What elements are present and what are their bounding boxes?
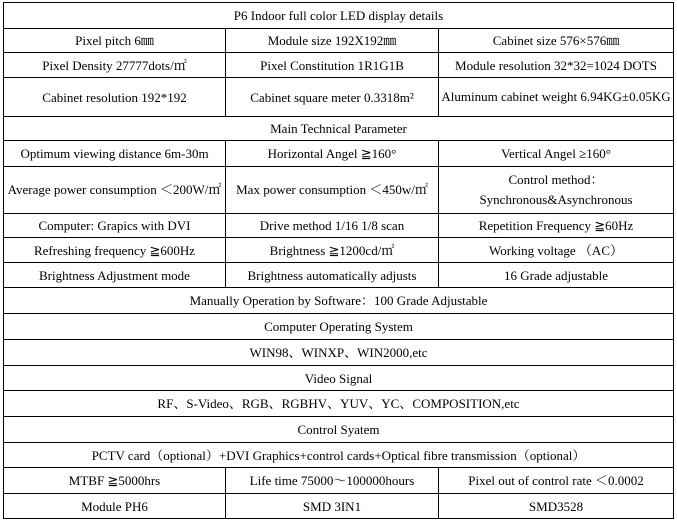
table-row <box>4 214 674 238</box>
pixel-out-of-control-cell: Pixel out of control rate ＜0.0002 <box>439 468 674 494</box>
cabinet-resolution-cell: Cabinet resolution 192*192 <box>4 78 226 117</box>
module-size-cell: Module size 192X192㎜ <box>226 29 439 53</box>
table-row <box>4 53 674 78</box>
life-time-cell: Life time 75000～100000hours <box>226 468 439 494</box>
brightness-mode-cell: Brightness Adjustment mode <box>4 263 226 288</box>
table-row <box>4 314 674 340</box>
average-power-cell: Average power consumption ＜200W/㎡ <box>4 167 226 214</box>
table-row <box>4 443 674 468</box>
manual-operation-cell: Manually Operation by Software：100 Grade Adjustable <box>4 288 674 314</box>
module-resolution-cell: Module resolution 32*32=1024 DOTS <box>439 53 674 78</box>
table-row <box>4 468 674 494</box>
pixel-constitution-cell: Pixel Constitution 1R1G1B <box>226 53 439 78</box>
section-heading: Computer Operating System <box>4 314 674 340</box>
brightness-cell: Brightness ≧1200cd/㎡ <box>226 238 439 263</box>
table-row <box>4 340 674 366</box>
table-row <box>4 141 674 167</box>
mtbf-cell: MTBF ≧5000hrs <box>4 468 226 494</box>
table-row <box>4 417 674 443</box>
table-title: P6 Indoor full color LED display details <box>4 3 674 29</box>
table-row <box>4 263 674 288</box>
brightness-auto-cell: Brightness automatically adjusts <box>226 263 439 288</box>
repetition-frequency-cell: Repetition Frequency ≧60Hz <box>439 214 674 238</box>
smd-model-cell: SMD3528 <box>439 494 674 519</box>
section-heading: Video Signal <box>4 366 674 391</box>
pixel-pitch-cell: Pixel pitch 6㎜ <box>4 29 226 53</box>
led-spec-table <box>3 2 674 519</box>
table-row <box>4 167 674 214</box>
table-row <box>4 366 674 391</box>
table-row <box>4 238 674 263</box>
os-value-cell: WIN98、WINXP、WIN2000,etc <box>4 340 674 366</box>
smd-type-cell: SMD 3IN1 <box>226 494 439 519</box>
module-cell: Module PH6 <box>4 494 226 519</box>
drive-method-cell: Drive method 1/16 1/8 scan <box>226 214 439 238</box>
refresh-frequency-cell: Refreshing frequency ≧600Hz <box>4 238 226 263</box>
table-row <box>4 3 674 29</box>
max-power-cell: Max power consumption ＜450w/㎡ <box>226 167 439 214</box>
pixel-density-cell: Pixel Density 27777dots/㎡ <box>4 53 226 78</box>
cabinet-weight-cell: Aluminum cabinet weight 6.94KG±0.05KG <box>439 78 674 117</box>
control-method-cell: Control method：Synchronous&Asynchronous <box>439 167 674 214</box>
working-voltage-cell: Working voltage （AC） <box>439 238 674 263</box>
table-row <box>4 78 674 117</box>
table-row <box>4 29 674 53</box>
grade-adjustable-cell: 16 Grade adjustable <box>439 263 674 288</box>
control-value-cell: PCTV card（optional）+DVI Graphics+control cards+Optical fibre transmission（optional） <box>4 443 674 468</box>
viewing-distance-cell: Optimum viewing distance 6m-30m <box>4 141 226 167</box>
table-row <box>4 494 674 519</box>
cabinet-size-cell: Cabinet size 576×576㎜ <box>439 29 674 53</box>
video-value-cell: RF、S-Video、RGB、RGBHV、YUV、YC、COMPOSITION,etc <box>4 391 674 417</box>
table-row <box>4 117 674 141</box>
cabinet-square-meter-cell: Cabinet square meter 0.3318m² <box>226 78 439 117</box>
section-heading: Main Technical Parameter <box>4 117 674 141</box>
computer-cell: Computer: Grapics with DVI <box>4 214 226 238</box>
table-row <box>4 391 674 417</box>
vertical-angle-cell: Vertical Angel ≥160° <box>439 141 674 167</box>
horizontal-angle-cell: Horizontal Angel ≧160° <box>226 141 439 167</box>
section-heading: Control Syatem <box>4 417 674 443</box>
table-row <box>4 288 674 314</box>
